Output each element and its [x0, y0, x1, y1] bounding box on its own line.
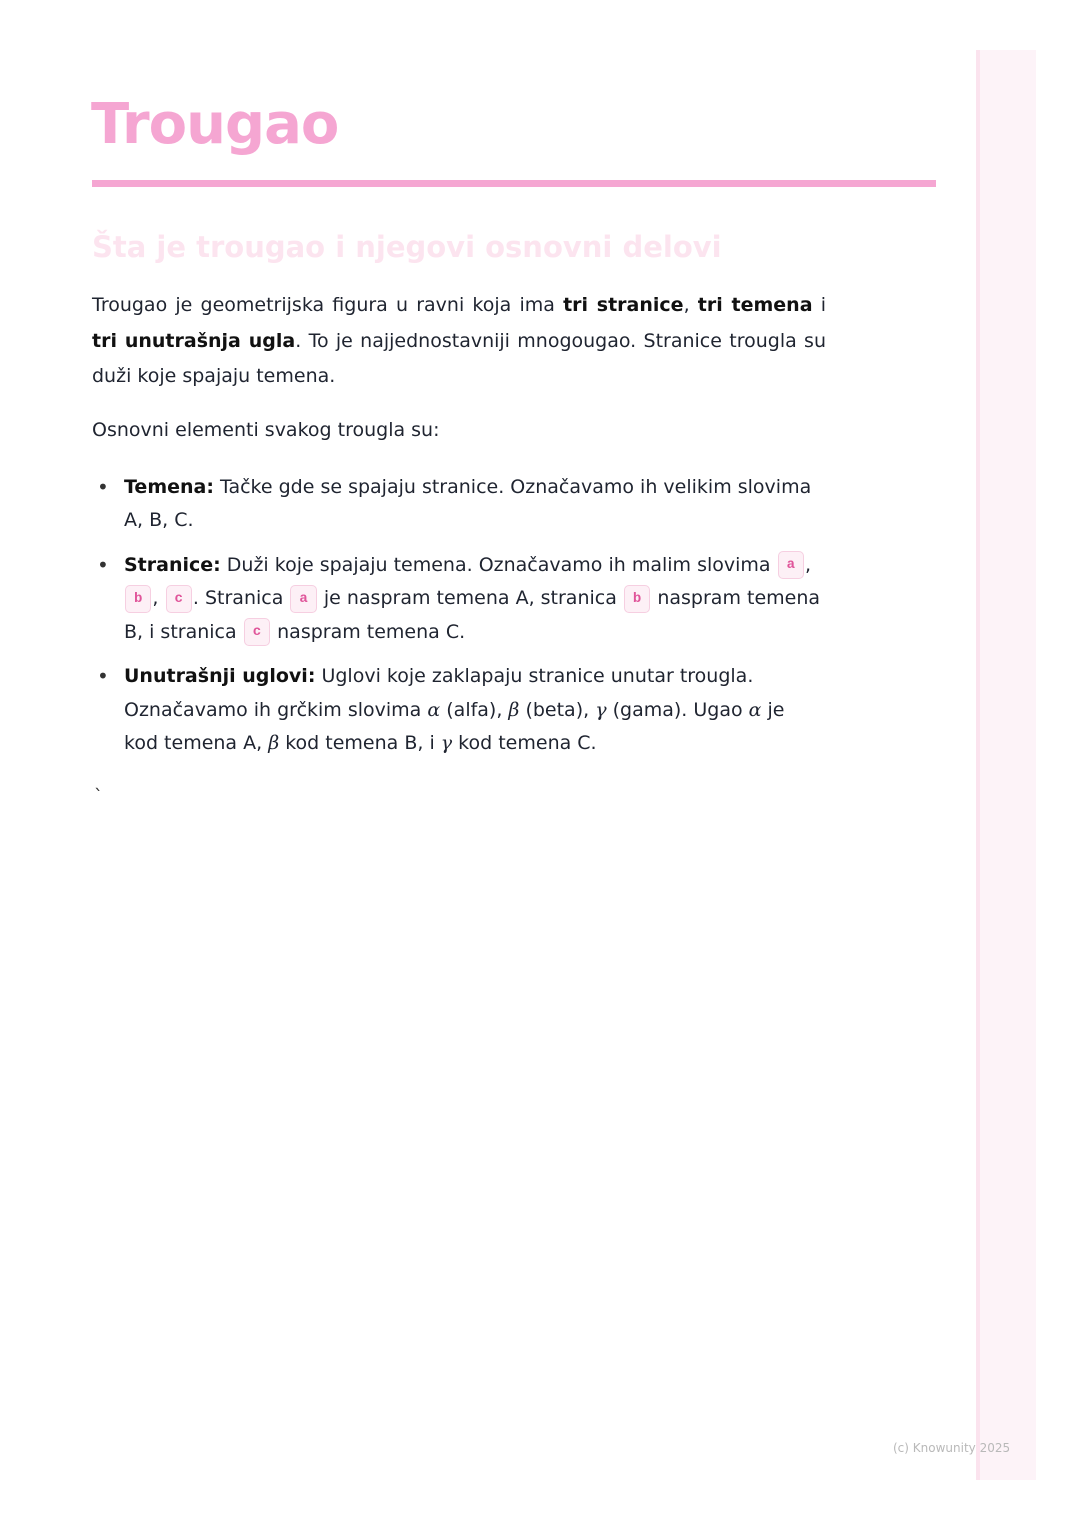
intro-text-1: Trougao je geometrijska figura u ravni koja ima [92, 294, 564, 316]
page-title: Trougao [91, 92, 339, 157]
code-side-b: b [624, 585, 650, 613]
uglovi-text-1: Uglovi koje zaklapaju stranice unutar trougla. Označavamo ih grčkim slovima [124, 665, 754, 721]
code-side-b: b [125, 585, 151, 613]
bullet-icon: • [97, 664, 109, 688]
uglovi-text-4: (gama). Ugao [606, 698, 749, 721]
elements-intro: Osnovni elementi svakog trougla su: [92, 418, 440, 441]
greek-gamma: γ [440, 732, 453, 754]
uglovi-label: Unutrašnji uglovi: [124, 665, 316, 687]
section-heading: Šta je trougao i njegovi osnovni delovi [92, 230, 722, 264]
stranice-text-1: Duži koje spajaju temena. Označavamo ih malim slovima [220, 553, 777, 576]
bullet-icon: • [97, 552, 109, 577]
elements-list [92, 471, 826, 761]
uglovi-text-2: (alfa), [440, 698, 509, 721]
bullet-icon: • [97, 474, 109, 499]
intro-bold-vertices: tri temena [697, 294, 813, 316]
main-content [92, 288, 826, 772]
intro-text-2: , [683, 294, 698, 316]
side-decoration-strip [976, 50, 1036, 1480]
greek-beta: β [268, 732, 280, 754]
stranice-text-5: naspram temena C. [271, 620, 466, 643]
temena-text: Tačke gde se spajaju stranice. Označavamo ih velikim slovima A, B, C. [124, 475, 812, 531]
list-item-temena [92, 471, 824, 538]
code-side-a: a [778, 551, 804, 579]
temena-label: Temena: [124, 475, 214, 498]
list-item-stranice [92, 549, 824, 650]
stranice-text-2: . Stranica [192, 587, 290, 609]
intro-paragraph [92, 288, 826, 395]
intro-text-4: . To je najjednostavniji mnogougao. Stranice trougla su duži koje spajaju temena. [92, 329, 826, 387]
greek-alpha: α [427, 698, 441, 721]
uglovi-text-7: kod temena C. [452, 732, 597, 754]
intro-bold-sides: tri stranice [563, 294, 684, 316]
intro-bold-angles: tri unutrašnja ugla [92, 329, 296, 352]
uglovi-text-5: je kod temena A, [124, 698, 785, 754]
intro-text-3: i [812, 294, 826, 316]
stranice-sep-2: , [152, 587, 165, 609]
uglovi-text-6: kod temena B, i [279, 732, 441, 754]
stranice-text-4: naspram temena B, i stranica [124, 587, 821, 643]
code-side-a: a [290, 585, 316, 613]
title-divider [92, 180, 936, 187]
copyright-footer: (c) Knowunity 2025 [893, 1441, 1011, 1455]
list-item-uglovi [92, 660, 824, 761]
greek-alpha: α [748, 698, 762, 721]
stray-backtick: ` [94, 786, 103, 807]
stranice-sep-1: , [805, 553, 812, 576]
stranice-text-3: je naspram temena A, stranica [317, 587, 623, 609]
stranice-label: Stranice: [124, 553, 221, 576]
greek-beta: β [508, 698, 520, 721]
code-side-c: c [244, 618, 270, 646]
greek-gamma: γ [595, 698, 607, 721]
uglovi-text-3: (beta), [519, 698, 596, 721]
code-side-c: c [166, 585, 192, 613]
